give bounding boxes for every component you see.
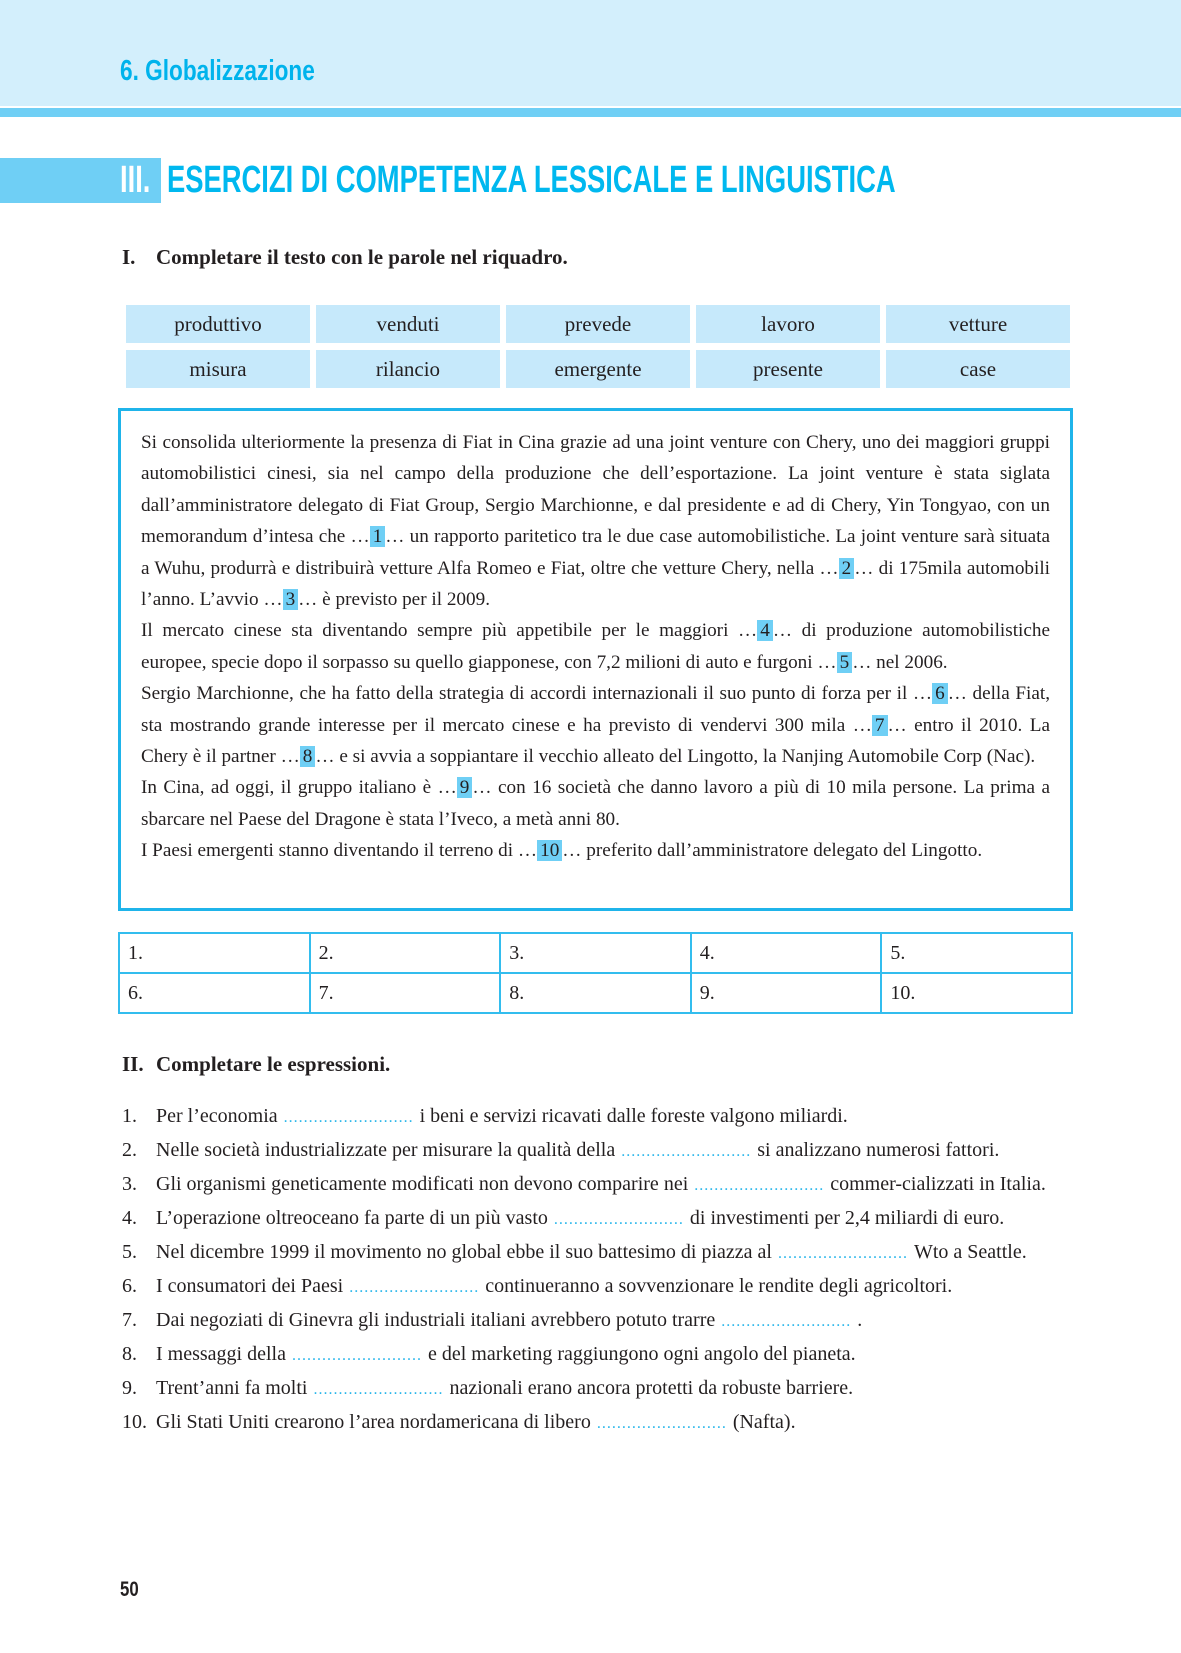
item-text-after: nazionali erano ancora protetti da robuste barriere.: [449, 1377, 854, 1399]
blank-marker-2: 2: [839, 558, 855, 579]
item-text-before: Trent’anni fa molti: [156, 1377, 308, 1399]
chapter-title: 6. Globalizzazione: [120, 55, 315, 87]
fill-in-blank[interactable]: ..........................: [349, 1279, 480, 1296]
item-text-after: .: [857, 1309, 863, 1331]
blank-marker-1: 1: [370, 526, 386, 547]
text-segment: … della Fiat, sta mostrando grande interesse per il mercato cinese e ha previsto di vendervi 300 mila …: [141, 683, 1050, 736]
exercise-2-instruction: Completare le espressioni.: [156, 1052, 391, 1076]
word-bank-item: prevede: [506, 305, 690, 343]
blank-marker-9: 9: [457, 777, 473, 798]
fill-in-blank[interactable]: ..........................: [596, 1415, 727, 1432]
cloze-text-box: [118, 408, 1073, 911]
word-bank-item: rilancio: [316, 350, 500, 388]
item-text-before: Nel dicembre 1999 il movimento no global ebbe il suo battesimo di piazza al: [156, 1241, 772, 1263]
item-text-before: L’operazione oltreoceano fa parte di un più vasto: [156, 1207, 548, 1229]
answer-cell-1[interactable]: 1.: [119, 933, 310, 973]
answer-cell-8[interactable]: 8.: [500, 973, 691, 1013]
expression-item: [122, 1168, 1077, 1202]
expression-item: [122, 1236, 1077, 1270]
cloze-paragraph: [141, 835, 1050, 866]
item-number: 2.: [122, 1139, 137, 1161]
answer-cell-7[interactable]: 7.: [310, 973, 501, 1013]
fill-in-blank[interactable]: ..........................: [283, 1109, 414, 1126]
cloze-paragraph: [141, 427, 1050, 615]
item-number: 4.: [122, 1207, 137, 1229]
expression-item: [122, 1100, 1077, 1134]
text-segment: … di produzione automobilistiche europee, specie dopo il sorpasso su quello giapponese, con 7,2 milioni di auto e furgoni …: [141, 620, 1050, 673]
text-segment: … nel 2006.: [852, 651, 948, 673]
chapter-header-band: [0, 0, 1181, 106]
item-number: 1.: [122, 1105, 137, 1127]
answer-cell-9[interactable]: 9.: [691, 973, 882, 1013]
item-text-before: I consumatori dei Paesi: [156, 1275, 344, 1297]
item-number: 8.: [122, 1343, 137, 1365]
text-segment: Si consolida ulteriormente la presenza di Fiat in Cina grazie ad una joint venture con Chery, uno dei maggiori gruppi automobilistici cinesi, sia nel campo della produzione che dell’esportazione. La joint venture è stata siglata dall’amministratore delegato di Fiat Group, Sergio Marchionne, e dal presidente e ad di Chery, Yin Tongyao, con un memorandum d’intesa che …: [141, 432, 1050, 548]
item-number: 3.: [122, 1173, 137, 1195]
cloze-paragraph: [141, 678, 1050, 772]
answer-row: [119, 933, 1072, 973]
exercise-2-number: II.: [122, 1052, 144, 1076]
word-bank: [126, 305, 1071, 388]
answer-cell-10[interactable]: 10.: [881, 973, 1072, 1013]
item-text-before: I messaggi della: [156, 1343, 286, 1365]
exercise-1-number: I.: [122, 245, 136, 269]
expression-item: [122, 1338, 1077, 1372]
answer-cell-3[interactable]: 3.: [500, 933, 691, 973]
text-segment: … con 16 società che danno lavoro a più di 10 mila persone. La prima a sbarcare nel Paese del Dragone è stata l’Iveco, a metà anni 80.: [141, 777, 1050, 830]
item-text-before: Nelle società industrializzate per misurare la qualità della: [156, 1139, 616, 1161]
fill-in-blank[interactable]: ..........................: [291, 1347, 422, 1364]
text-segment: I Paesi emergenti stanno diventando il terreno di …: [141, 840, 538, 862]
item-text-before: Per l’economia: [156, 1105, 278, 1127]
item-text-after: di investimenti per 2,4 miliardi di euro.: [689, 1207, 1005, 1229]
expression-item: [122, 1304, 1077, 1338]
blank-marker-3: 3: [283, 589, 299, 610]
fill-in-blank[interactable]: ..........................: [777, 1245, 908, 1262]
word-bank-item: venduti: [316, 305, 500, 343]
blank-marker-7: 7: [872, 715, 888, 736]
item-text-after: continueranno a sovvenzionare le rendite degli agricoltori.: [485, 1275, 953, 1297]
text-segment: … e si avvia a soppiantare il vecchio alleato del Lingotto, la Nanjing Automobile Corp (Nac).: [315, 746, 1036, 768]
text-segment: … di 175mila automobili l’anno. L’avvio …: [141, 557, 1050, 611]
blank-marker-4: 4: [757, 620, 773, 641]
blank-marker-8: 8: [300, 746, 316, 767]
word-bank-item: case: [886, 350, 1070, 388]
item-number: 9.: [122, 1377, 137, 1399]
blank-marker-5: 5: [837, 652, 853, 673]
expression-item: [122, 1406, 1077, 1440]
fill-in-blank[interactable]: ..........................: [553, 1211, 684, 1228]
word-bank-item: vetture: [886, 305, 1070, 343]
fill-in-blank[interactable]: ..........................: [313, 1381, 444, 1398]
cloze-paragraph: [141, 615, 1050, 678]
text-segment: Il mercato cinese sta diventando sempre più appetibile per le maggiori …: [141, 620, 758, 642]
section-title: ESERCIZI DI COMPETENZA LESSICALE E LINGUISTICA: [167, 159, 896, 201]
answer-cell-4[interactable]: 4.: [691, 933, 882, 973]
answer-cell-5[interactable]: 5.: [881, 933, 1072, 973]
answer-row: [119, 973, 1072, 1013]
item-text-after: Wto a Seattle.: [913, 1241, 1027, 1263]
text-segment: … è previsto per il 2009.: [298, 589, 491, 611]
answer-cell-6[interactable]: 6.: [119, 973, 310, 1013]
blank-marker-6: 6: [932, 683, 948, 704]
text-segment: Sergio Marchionne, che ha fatto della strategia di accordi internazionali il suo punto di forza per il …: [141, 683, 933, 705]
answer-cell-2[interactable]: 2.: [310, 933, 501, 973]
cloze-paragraph: [141, 772, 1050, 835]
fill-in-blank[interactable]: ..........................: [721, 1313, 852, 1330]
expression-item: [122, 1372, 1077, 1406]
word-bank-item: emergente: [506, 350, 690, 388]
item-text-after: e del marketing raggiungono ogni angolo del pianeta.: [427, 1343, 856, 1365]
expression-item: [122, 1134, 1077, 1168]
text-segment: … entro il 2010. La Chery è il partner …: [141, 714, 1050, 768]
word-bank-item: produttivo: [126, 305, 310, 343]
header-rule: [0, 108, 1181, 117]
text-segment: In Cina, ad oggi, il gruppo italiano è …: [141, 777, 457, 799]
item-number: 7.: [122, 1309, 137, 1331]
item-number: 5.: [122, 1241, 137, 1263]
exercise-2-heading: [122, 1052, 390, 1077]
item-text-after: commer-cializzati in Italia.: [830, 1173, 1046, 1195]
item-text-before: Gli organismi geneticamente modificati non devono comparire nei: [156, 1173, 689, 1195]
fill-in-blank[interactable]: ..........................: [621, 1143, 752, 1160]
item-text-after: si analizzano numerosi fattori.: [757, 1139, 1000, 1161]
page-number: 50: [120, 1578, 139, 1601]
section-number: III.: [120, 159, 151, 201]
item-number: 10.: [122, 1411, 147, 1433]
item-text-after: (Nafta).: [732, 1411, 796, 1433]
exercise-1-heading: [122, 245, 568, 270]
expression-list: [122, 1100, 1077, 1440]
word-bank-item: lavoro: [696, 305, 880, 343]
expression-item: [122, 1202, 1077, 1236]
item-text-after: i beni e servizi ricavati dalle foreste valgono miliardi.: [419, 1105, 848, 1127]
answer-grid: [118, 932, 1073, 1014]
exercise-1-instruction: Completare il testo con le parole nel riquadro.: [156, 245, 568, 269]
fill-in-blank[interactable]: ..........................: [694, 1177, 825, 1194]
text-segment: … preferito dall’amministratore delegato del Lingotto.: [562, 840, 983, 862]
text-segment: … un rapporto paritetico tra le due case automobilistiche. La joint venture sarà situata a Wuhu, produrrà e distribuirà vetture Alfa Romeo e Fiat, oltre che vetture Chery, nella …: [141, 526, 1051, 579]
item-number: 6.: [122, 1275, 137, 1297]
item-text-before: Dai negoziati di Ginevra gli industriali italiani avrebbero potuto trarre: [156, 1309, 716, 1331]
word-bank-item: misura: [126, 350, 310, 388]
word-bank-item: presente: [696, 350, 880, 388]
blank-marker-10: 10: [537, 840, 562, 861]
expression-item: [122, 1270, 1077, 1304]
item-text-before: Gli Stati Uniti crearono l’area nordamericana di libero: [156, 1411, 591, 1433]
